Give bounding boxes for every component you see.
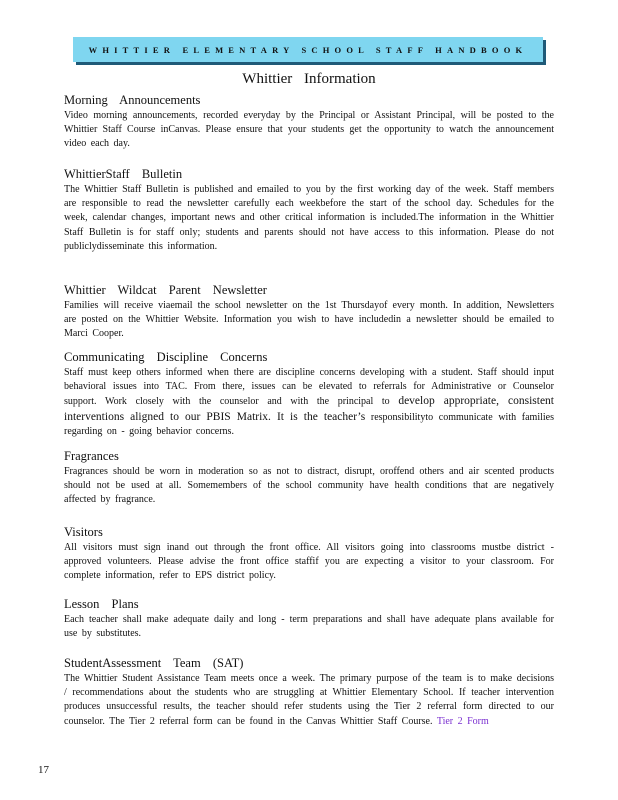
section-body-text: The Whittier Student Assistance Team meets once a week. The primary purpose of the team is to make decisions / recommendations about the students who are struggling at Whittier Elementary School. If teacher intervention produces unsuccessful results, the teacher should refer students using the Tier 2 referral form directed to our counselor. The Tier 2 referral form can be found in the Canvas Whittier Staff Course. [64,673,554,727]
section-body: All visitors must sign inand out through the front office. All visitors going into classrooms mustbe district - approved volunteers. Please advise the front office staffif you are expecting a visitor to your classroom. For complete information, refer to EPS district policy. [64,542,554,582]
section-student-assessment-team [64,655,554,729]
section-body-text: Staff must keep others informed when there are discipline concerns developing with a student. Staff should input behavioral issues into TAC. From there, issues can be elevated to referrals for Administrative or Counselor support. Work closely with the counselor and with the principal to [64,367,554,408]
section-heading: Visitors [64,525,103,539]
section-body-emphasis: develop appropriate, consistent interventions aligned to our PBIS Matrix. It is the teacher’s [64,395,554,423]
section-heading: Fragrances [64,449,119,463]
section-body [64,366,554,439]
section-visitors [64,524,554,584]
section-heading: Morning Announcements [64,93,201,107]
section-body: Each teacher shall make adequate daily and long - term preparations and shall have adequate plans available for use by substitutes. [64,614,554,640]
page-title: Whittier Information [242,71,376,87]
section-body-end: responsibilityto communicate with families regarding on - going behavior concerns. [64,411,554,437]
section-morning-announcements [64,92,554,152]
section-heading: Whittier Wildcat Parent Newsletter [64,283,267,297]
section-heading: StudentAssessment Team (SAT) [64,656,244,670]
section-heading: WhittierStaff Bulletin [64,167,183,181]
section-body [64,672,554,729]
section-body: Video morning announcements, recorded everyday by the Principal or Assistant Principal, will be posted to the Whittier Staff Course inCanvas. Please ensure that your students get the opportunity to watch the announcement video each day. [64,110,554,150]
section-parent-newsletter [64,282,554,342]
section-body: Fragrances should be worn in moderation so as not to distract, disrupt, oroffend others and air scented products should not be used at all. Somemembers of the school community have health conditions that are negatively affected by fragrance. [64,466,554,506]
section-heading: Lesson Plans [64,597,139,611]
section-staff-bulletin [64,166,554,254]
banner-title: WHITTIER ELEMENTARY SCHOOL STAFF HANDBOOK [88,44,528,55]
section-heading: Communicating Discipline Concerns [64,350,268,364]
page-number: 17 [38,764,49,776]
tier-2-form-link[interactable]: Tier 2 Form [436,715,489,727]
section-lesson-plans [64,596,554,641]
section-fragrances [64,448,554,508]
section-body: Families will receive viaemail the school newsletter on the 1st Thursdayof every month. In addition, Newsletters are posted on the Whittier Website. Information you wish to have includedin a newsletter should be emailed to Marci Cooper. [64,300,554,340]
section-discipline-concerns [64,349,554,439]
handbook-banner [73,37,543,62]
section-body: The Whittier Staff Bulletin is published and emailed to you by the first working day of the week. Staff members are responsible to read the newsletter carefully each weekbefore the start of the school day. Schedules for the week, calendar changes, important news and other critical information is included.The information in the Whittier Staff Bulletin is for staff only; students and parents should not have access to this information. Please do not publiclydisseminate this information. [64,184,554,252]
